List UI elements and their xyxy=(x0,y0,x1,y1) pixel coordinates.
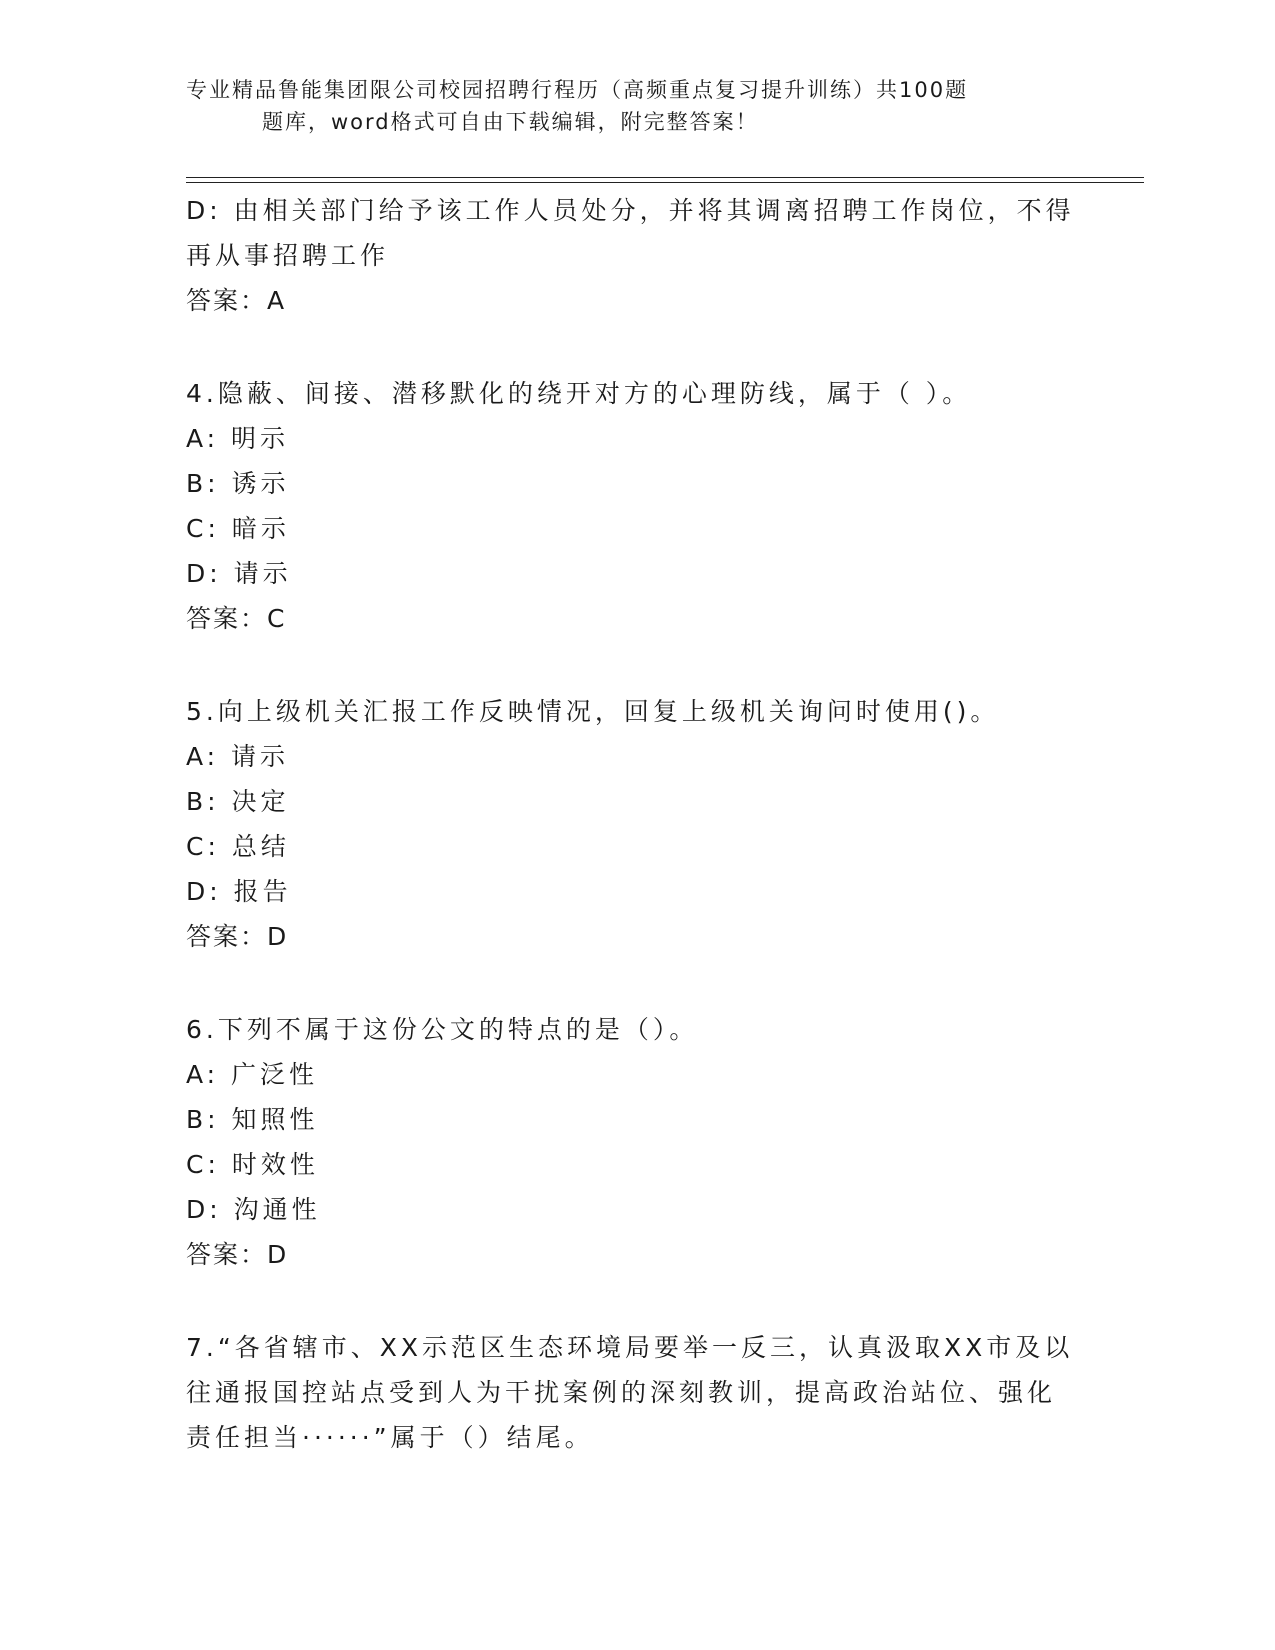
document-header xyxy=(186,74,1046,138)
question-stem-6: 6.下列不属于这份公文的特点的是（）。 xyxy=(186,1015,699,1044)
answer-line: 答案：D xyxy=(186,1240,289,1269)
option-c: C: 时效性 xyxy=(186,1150,319,1179)
spacer xyxy=(186,642,1086,689)
answer-line: 答案：D xyxy=(186,922,289,951)
question-stem-7-line-3: 责任担当······”属于（）结尾。 xyxy=(186,1423,594,1452)
option-d: D: 请示 xyxy=(186,559,292,588)
header-divider-top xyxy=(186,177,1144,178)
option-d: D: 沟通性 xyxy=(186,1195,321,1224)
option-b: B: 决定 xyxy=(186,787,290,816)
header-title-line-2: 题库，word格式可自由下载编辑，附完整答案！ xyxy=(262,110,759,134)
spacer xyxy=(186,324,1086,371)
answer-line: 答案：A xyxy=(186,286,287,315)
spacer xyxy=(186,960,1086,1007)
question-stem-5: 5.向上级机关汇报工作反映情况，回复上级机关询问时使用()。 xyxy=(186,697,1000,726)
option-b: B: 知照性 xyxy=(186,1105,319,1134)
option-a: A: 广泛性 xyxy=(186,1060,319,1089)
question-stem-7-line-2: 往通报国控站点受到人为干扰案例的深刻教训，提高政治站位、强化 xyxy=(186,1378,1057,1407)
header-title-line-1: 专业精品鲁能集团限公司校园招聘行程历（高频重点复习提升训练）共100题 xyxy=(186,78,969,102)
answer-line: 答案：C xyxy=(186,604,287,633)
option-d-line-2: 再从事招聘工作 xyxy=(186,241,390,270)
header-divider-bottom xyxy=(186,182,1144,183)
option-c: C: 总结 xyxy=(186,832,290,861)
question-stem-7-line-1: 7.“各省辖市、XX示范区生态环境局要举一反三，认真汲取XX市及以 xyxy=(186,1333,1074,1362)
option-d: D: 报告 xyxy=(186,877,292,906)
question-content xyxy=(186,188,1086,1460)
option-d-line-1: D: 由相关部门给予该工作人员处分，并将其调离招聘工作岗位，不得 xyxy=(186,196,1075,225)
question-stem-4: 4.隐蔽、间接、潜移默化的绕开对方的心理防线，属于（ ）。 xyxy=(186,379,972,408)
option-a: A: 请示 xyxy=(186,742,290,771)
option-c: C: 暗示 xyxy=(186,514,290,543)
option-a: A: 明示 xyxy=(186,424,290,453)
option-b: B: 诱示 xyxy=(186,469,290,498)
spacer xyxy=(186,1278,1086,1325)
